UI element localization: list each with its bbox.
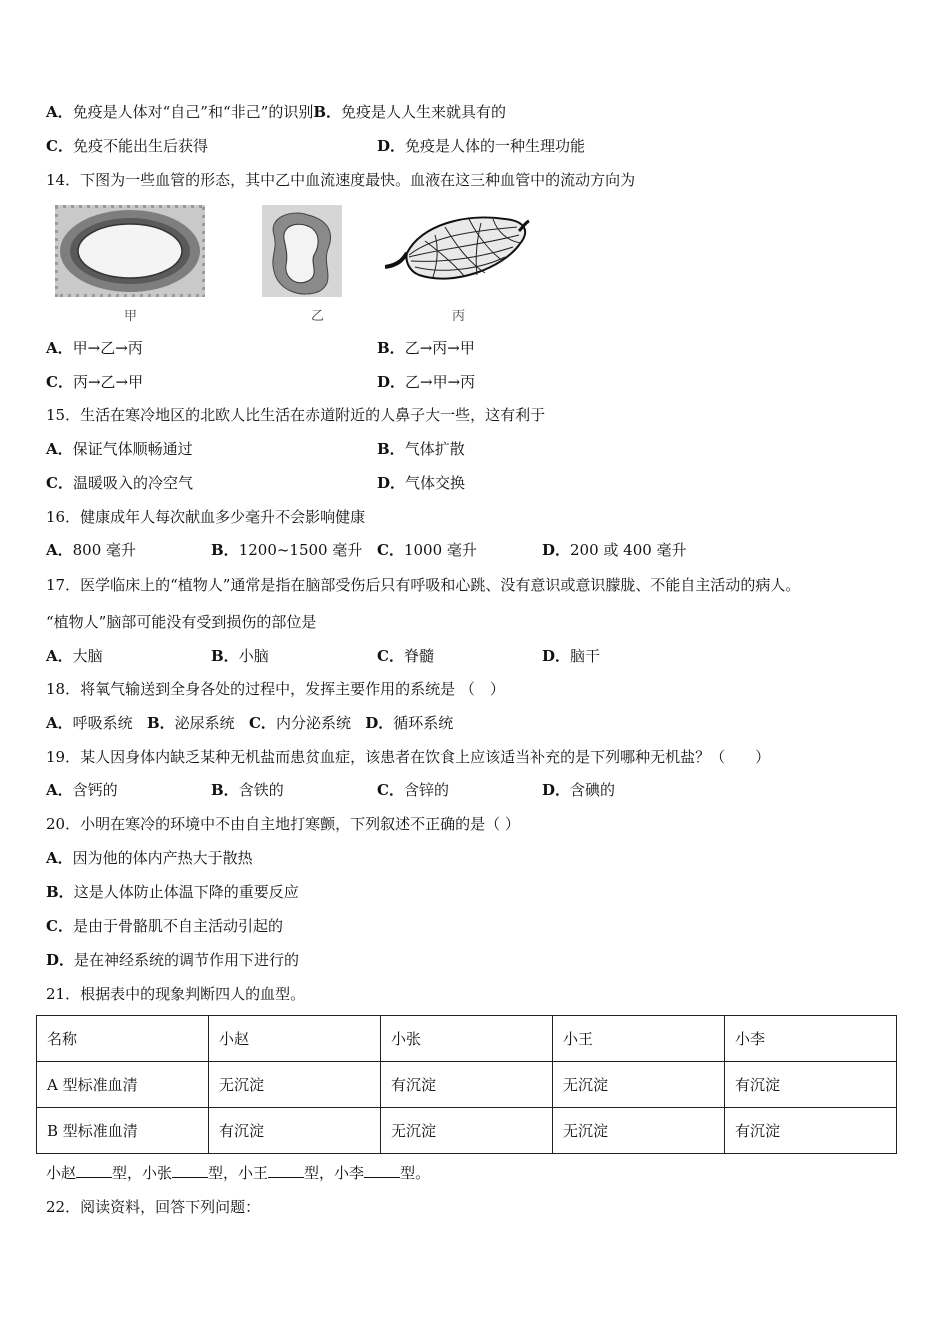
answer-blank[interactable] xyxy=(364,1163,400,1178)
q14-option-b: B．乙→丙→甲 xyxy=(377,339,475,357)
q13-option-c: C．免疫不能出生后获得 xyxy=(46,137,208,155)
q20-option-a: A．因为他的体内产热大于散热 xyxy=(46,849,253,867)
q15-option-b: B．气体扩散 xyxy=(377,440,465,458)
q19-stem: 19．某人因身体内缺乏某种无机盐而患贫血症，该患者在饮食上应该适当补充的是下列哪种无机盐？（ ） xyxy=(46,748,771,766)
header-cell: 小赵 xyxy=(209,1016,381,1062)
q20-stem: 20．小明在寒冷的环境中不由自主地打寒颤，下列叙述不正确的是（ ） xyxy=(46,815,520,833)
header-cell: 小王 xyxy=(553,1016,725,1062)
q17-option-a: A．大脑 xyxy=(46,647,103,665)
q13-option-a: A．免疫是人体对“自己”和“非己”的识别B．免疫是人人生来就具有的 xyxy=(46,103,507,121)
q16-stem: 16．健康成年人每次献血多少毫升不会影响健康 xyxy=(46,508,366,526)
table-cell: B 型标准血清 xyxy=(37,1108,209,1154)
table-cell: A 型标准血清 xyxy=(37,1062,209,1108)
q16-option-b: B．1200~1500 毫升 xyxy=(211,541,363,559)
q14-option-d: D．乙→甲→丙 xyxy=(377,373,476,391)
header-cell: 名称 xyxy=(37,1016,209,1062)
q15-option-a: A．保证气体顺畅通过 xyxy=(46,440,193,458)
blood-type-table xyxy=(36,1015,897,1154)
q21-answer-line: 小赵 型，小张 型，小王 型，小李 型。 xyxy=(46,1164,431,1182)
vein-figure xyxy=(262,205,342,301)
q17-stem-line1: 17．医学临床上的“植物人”通常是指在脑部受伤后只有呼吸和心跳、没有意识或意识朦胧、不能自主活动的病人。 xyxy=(46,576,801,594)
table-cell: 无沉淀 xyxy=(553,1062,725,1108)
capillary-figure xyxy=(385,205,530,301)
answer-blank[interactable] xyxy=(76,1163,112,1178)
figure-label-bing: 丙 xyxy=(452,309,466,324)
q21-stem: 21．根据表中的现象判断四人的血型。 xyxy=(46,985,306,1003)
q17-option-c: C．脊髓 xyxy=(377,647,434,665)
q14-stem: 14．下图为一些血管的形态，其中乙中血流速度最快。血液在这三种血管中的流动方向为 xyxy=(46,171,636,189)
q20-option-b: B．这是人体防止体温下降的重要反应 xyxy=(46,883,299,901)
table-row xyxy=(37,1062,897,1108)
table-cell: 有沉淀 xyxy=(209,1108,381,1154)
table-cell: 无沉淀 xyxy=(553,1108,725,1154)
q14-option-c: C．丙→乙→甲 xyxy=(46,373,144,391)
answer-blank[interactable] xyxy=(172,1163,208,1178)
q20-option-c: C．是由于骨骼肌不自主活动引起的 xyxy=(46,917,283,935)
q14-option-a: A．甲→乙→丙 xyxy=(46,339,143,357)
q15-stem: 15．生活在寒冷地区的北欧人比生活在赤道附近的人鼻子大一些，这有利于 xyxy=(46,406,546,424)
table-cell: 有沉淀 xyxy=(725,1062,897,1108)
q16-option-a: A．800 毫升 xyxy=(46,541,137,559)
q20-option-d: D．是在神经系统的调节作用下进行的 xyxy=(46,951,300,969)
artery-figure xyxy=(55,205,205,301)
q19-option-a: A．含钙的 xyxy=(46,781,118,799)
table-cell: 有沉淀 xyxy=(381,1062,553,1108)
answer-blank[interactable] xyxy=(268,1163,304,1178)
figure-label-yi: 乙 xyxy=(311,309,325,324)
figure-label-jia: 甲 xyxy=(124,309,138,324)
q19-option-c: C．含锌的 xyxy=(377,781,449,799)
q18-stem: 18．将氧气输送到全身各处的过程中，发挥主要作用的系统是 （ ） xyxy=(46,680,505,698)
q17-option-b: B．小脑 xyxy=(211,647,269,665)
table-row xyxy=(37,1108,897,1154)
q16-option-d: D．200 或 400 毫升 xyxy=(542,541,687,559)
q19-option-d: D．含碘的 xyxy=(542,781,616,799)
header-cell: 小李 xyxy=(725,1016,897,1062)
table-cell: 无沉淀 xyxy=(381,1108,553,1154)
q17-option-d: D．脑干 xyxy=(542,647,601,665)
q13-option-d: D．免疫是人体的一种生理功能 xyxy=(377,137,586,155)
table-cell: 有沉淀 xyxy=(725,1108,897,1154)
table-cell: 无沉淀 xyxy=(209,1062,381,1108)
q17-stem-line2: “植物人”脑部可能没有受到损伤的部位是 xyxy=(46,613,317,631)
q15-option-d: D．气体交换 xyxy=(377,474,466,492)
q15-option-c: C．温暖吸入的冷空气 xyxy=(46,474,193,492)
q19-option-b: B．含铁的 xyxy=(211,781,284,799)
q16-option-c: C．1000 毫升 xyxy=(377,541,477,559)
q18-options: A．呼吸系统 B．泌尿系统 C．内分泌系统 D．循环系统 xyxy=(46,714,454,732)
q22-stem: 22．阅读资料，回答下列问题： xyxy=(46,1198,261,1216)
header-cell: 小张 xyxy=(381,1016,553,1062)
table-header-row xyxy=(37,1016,897,1062)
